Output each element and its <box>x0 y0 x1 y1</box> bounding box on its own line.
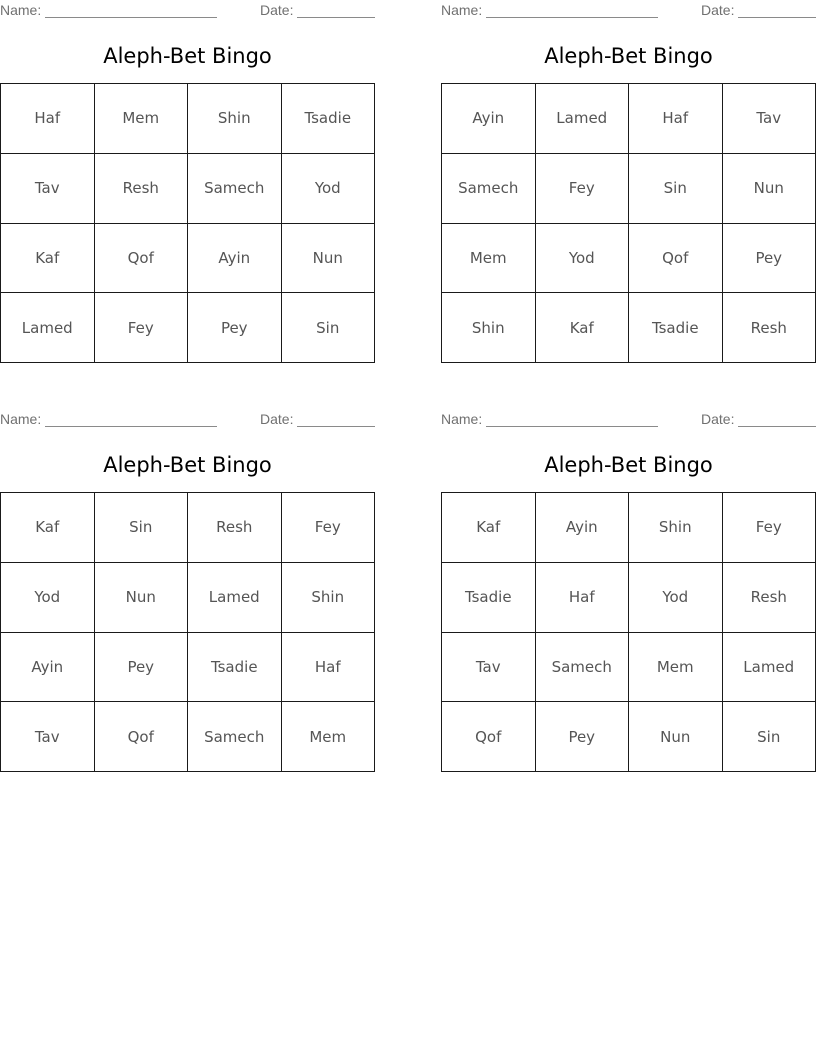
name-blank[interactable] <box>45 17 217 18</box>
bingo-cell[interactable]: Lamed <box>188 563 282 633</box>
bingo-cell[interactable]: Tav <box>1 702 95 772</box>
date-label: Date: <box>701 2 735 18</box>
bingo-cell[interactable]: Lamed <box>1 293 95 363</box>
bingo-cell[interactable]: Fey <box>723 493 816 563</box>
date-blank[interactable] <box>738 17 816 18</box>
bingo-cell[interactable]: Nun <box>95 563 189 633</box>
date-blank[interactable] <box>297 426 375 427</box>
name-date-line <box>0 411 375 429</box>
card-title: Aleph-Bet Bingo <box>103 44 272 68</box>
bingo-cell[interactable]: Resh <box>95 154 189 224</box>
name-label: Name: <box>0 411 42 427</box>
bingo-cell[interactable]: Kaf <box>536 293 630 363</box>
bingo-cell[interactable]: Yod <box>1 563 95 633</box>
bingo-cell[interactable]: Yod <box>629 563 723 633</box>
bingo-cell[interactable]: Resh <box>723 293 816 363</box>
name-blank[interactable] <box>486 17 658 18</box>
name-label: Name: <box>441 2 483 18</box>
bingo-cell[interactable]: Ayin <box>1 633 95 703</box>
bingo-cell[interactable]: Fey <box>536 154 630 224</box>
date-label: Date: <box>260 2 294 18</box>
bingo-cell[interactable]: Qof <box>95 224 189 294</box>
card-title: Aleph-Bet Bingo <box>544 453 713 477</box>
bingo-cell[interactable]: Qof <box>95 702 189 772</box>
card-title: Aleph-Bet Bingo <box>544 44 713 68</box>
bingo-grid <box>0 83 375 363</box>
bingo-cell[interactable]: Haf <box>536 563 630 633</box>
bingo-cell[interactable]: Nun <box>723 154 816 224</box>
bingo-cell[interactable]: Haf <box>1 84 95 154</box>
bingo-cell[interactable]: Yod <box>536 224 630 294</box>
bingo-cell[interactable]: Tav <box>723 84 816 154</box>
bingo-cell[interactable]: Resh <box>188 493 282 563</box>
bingo-cell[interactable]: Yod <box>282 154 376 224</box>
name-blank[interactable] <box>45 426 217 427</box>
bingo-cell[interactable]: Haf <box>629 84 723 154</box>
bingo-cell[interactable]: Lamed <box>723 633 816 703</box>
bingo-cell[interactable]: Haf <box>282 633 376 703</box>
bingo-cell[interactable]: Samech <box>442 154 536 224</box>
bingo-cell[interactable]: Tsadie <box>629 293 723 363</box>
bingo-cell[interactable]: Ayin <box>188 224 282 294</box>
bingo-cell[interactable]: Pey <box>536 702 630 772</box>
bingo-cell[interactable]: Ayin <box>536 493 630 563</box>
bingo-cell[interactable]: Qof <box>629 224 723 294</box>
bingo-cell[interactable]: Kaf <box>1 493 95 563</box>
bingo-cell[interactable]: Pey <box>723 224 816 294</box>
bingo-cell[interactable]: Tsadie <box>188 633 282 703</box>
bingo-cell[interactable]: Samech <box>188 702 282 772</box>
card-title: Aleph-Bet Bingo <box>103 453 272 477</box>
bingo-grid <box>441 492 816 772</box>
bingo-cell[interactable]: Qof <box>442 702 536 772</box>
bingo-cell[interactable]: Mem <box>442 224 536 294</box>
bingo-cell[interactable]: Sin <box>95 493 189 563</box>
bingo-grid <box>441 83 816 363</box>
bingo-cell[interactable]: Sin <box>723 702 816 772</box>
bingo-cell[interactable]: Fey <box>95 293 189 363</box>
bingo-cell[interactable]: Sin <box>629 154 723 224</box>
date-label: Date: <box>701 411 735 427</box>
name-date-line <box>441 411 816 429</box>
bingo-cell[interactable]: Samech <box>536 633 630 703</box>
bingo-cell[interactable]: Tsadie <box>442 563 536 633</box>
bingo-cell[interactable]: Fey <box>282 493 376 563</box>
name-label: Name: <box>441 411 483 427</box>
bingo-cell[interactable]: Ayin <box>442 84 536 154</box>
bingo-cell[interactable]: Shin <box>282 563 376 633</box>
date-label: Date: <box>260 411 294 427</box>
bingo-cell[interactable]: Tsadie <box>282 84 376 154</box>
bingo-cell[interactable]: Mem <box>95 84 189 154</box>
name-blank[interactable] <box>486 426 658 427</box>
date-blank[interactable] <box>738 426 816 427</box>
bingo-cell[interactable]: Samech <box>188 154 282 224</box>
bingo-cell[interactable]: Resh <box>723 563 816 633</box>
bingo-cell[interactable]: Pey <box>188 293 282 363</box>
name-date-line <box>441 2 816 20</box>
bingo-cell[interactable]: Sin <box>282 293 376 363</box>
name-label: Name: <box>0 2 42 18</box>
name-date-line <box>0 2 375 20</box>
bingo-cell[interactable]: Nun <box>629 702 723 772</box>
bingo-cell[interactable]: Nun <box>282 224 376 294</box>
bingo-cell[interactable]: Shin <box>188 84 282 154</box>
bingo-grid <box>0 492 375 772</box>
bingo-cell[interactable]: Tav <box>442 633 536 703</box>
bingo-cell[interactable]: Kaf <box>1 224 95 294</box>
bingo-cell[interactable]: Lamed <box>536 84 630 154</box>
bingo-cell[interactable]: Mem <box>629 633 723 703</box>
bingo-cell[interactable]: Mem <box>282 702 376 772</box>
bingo-cell[interactable]: Shin <box>629 493 723 563</box>
bingo-cell[interactable]: Pey <box>95 633 189 703</box>
bingo-cell[interactable]: Kaf <box>442 493 536 563</box>
bingo-cell[interactable]: Shin <box>442 293 536 363</box>
date-blank[interactable] <box>297 17 375 18</box>
bingo-cell[interactable]: Tav <box>1 154 95 224</box>
